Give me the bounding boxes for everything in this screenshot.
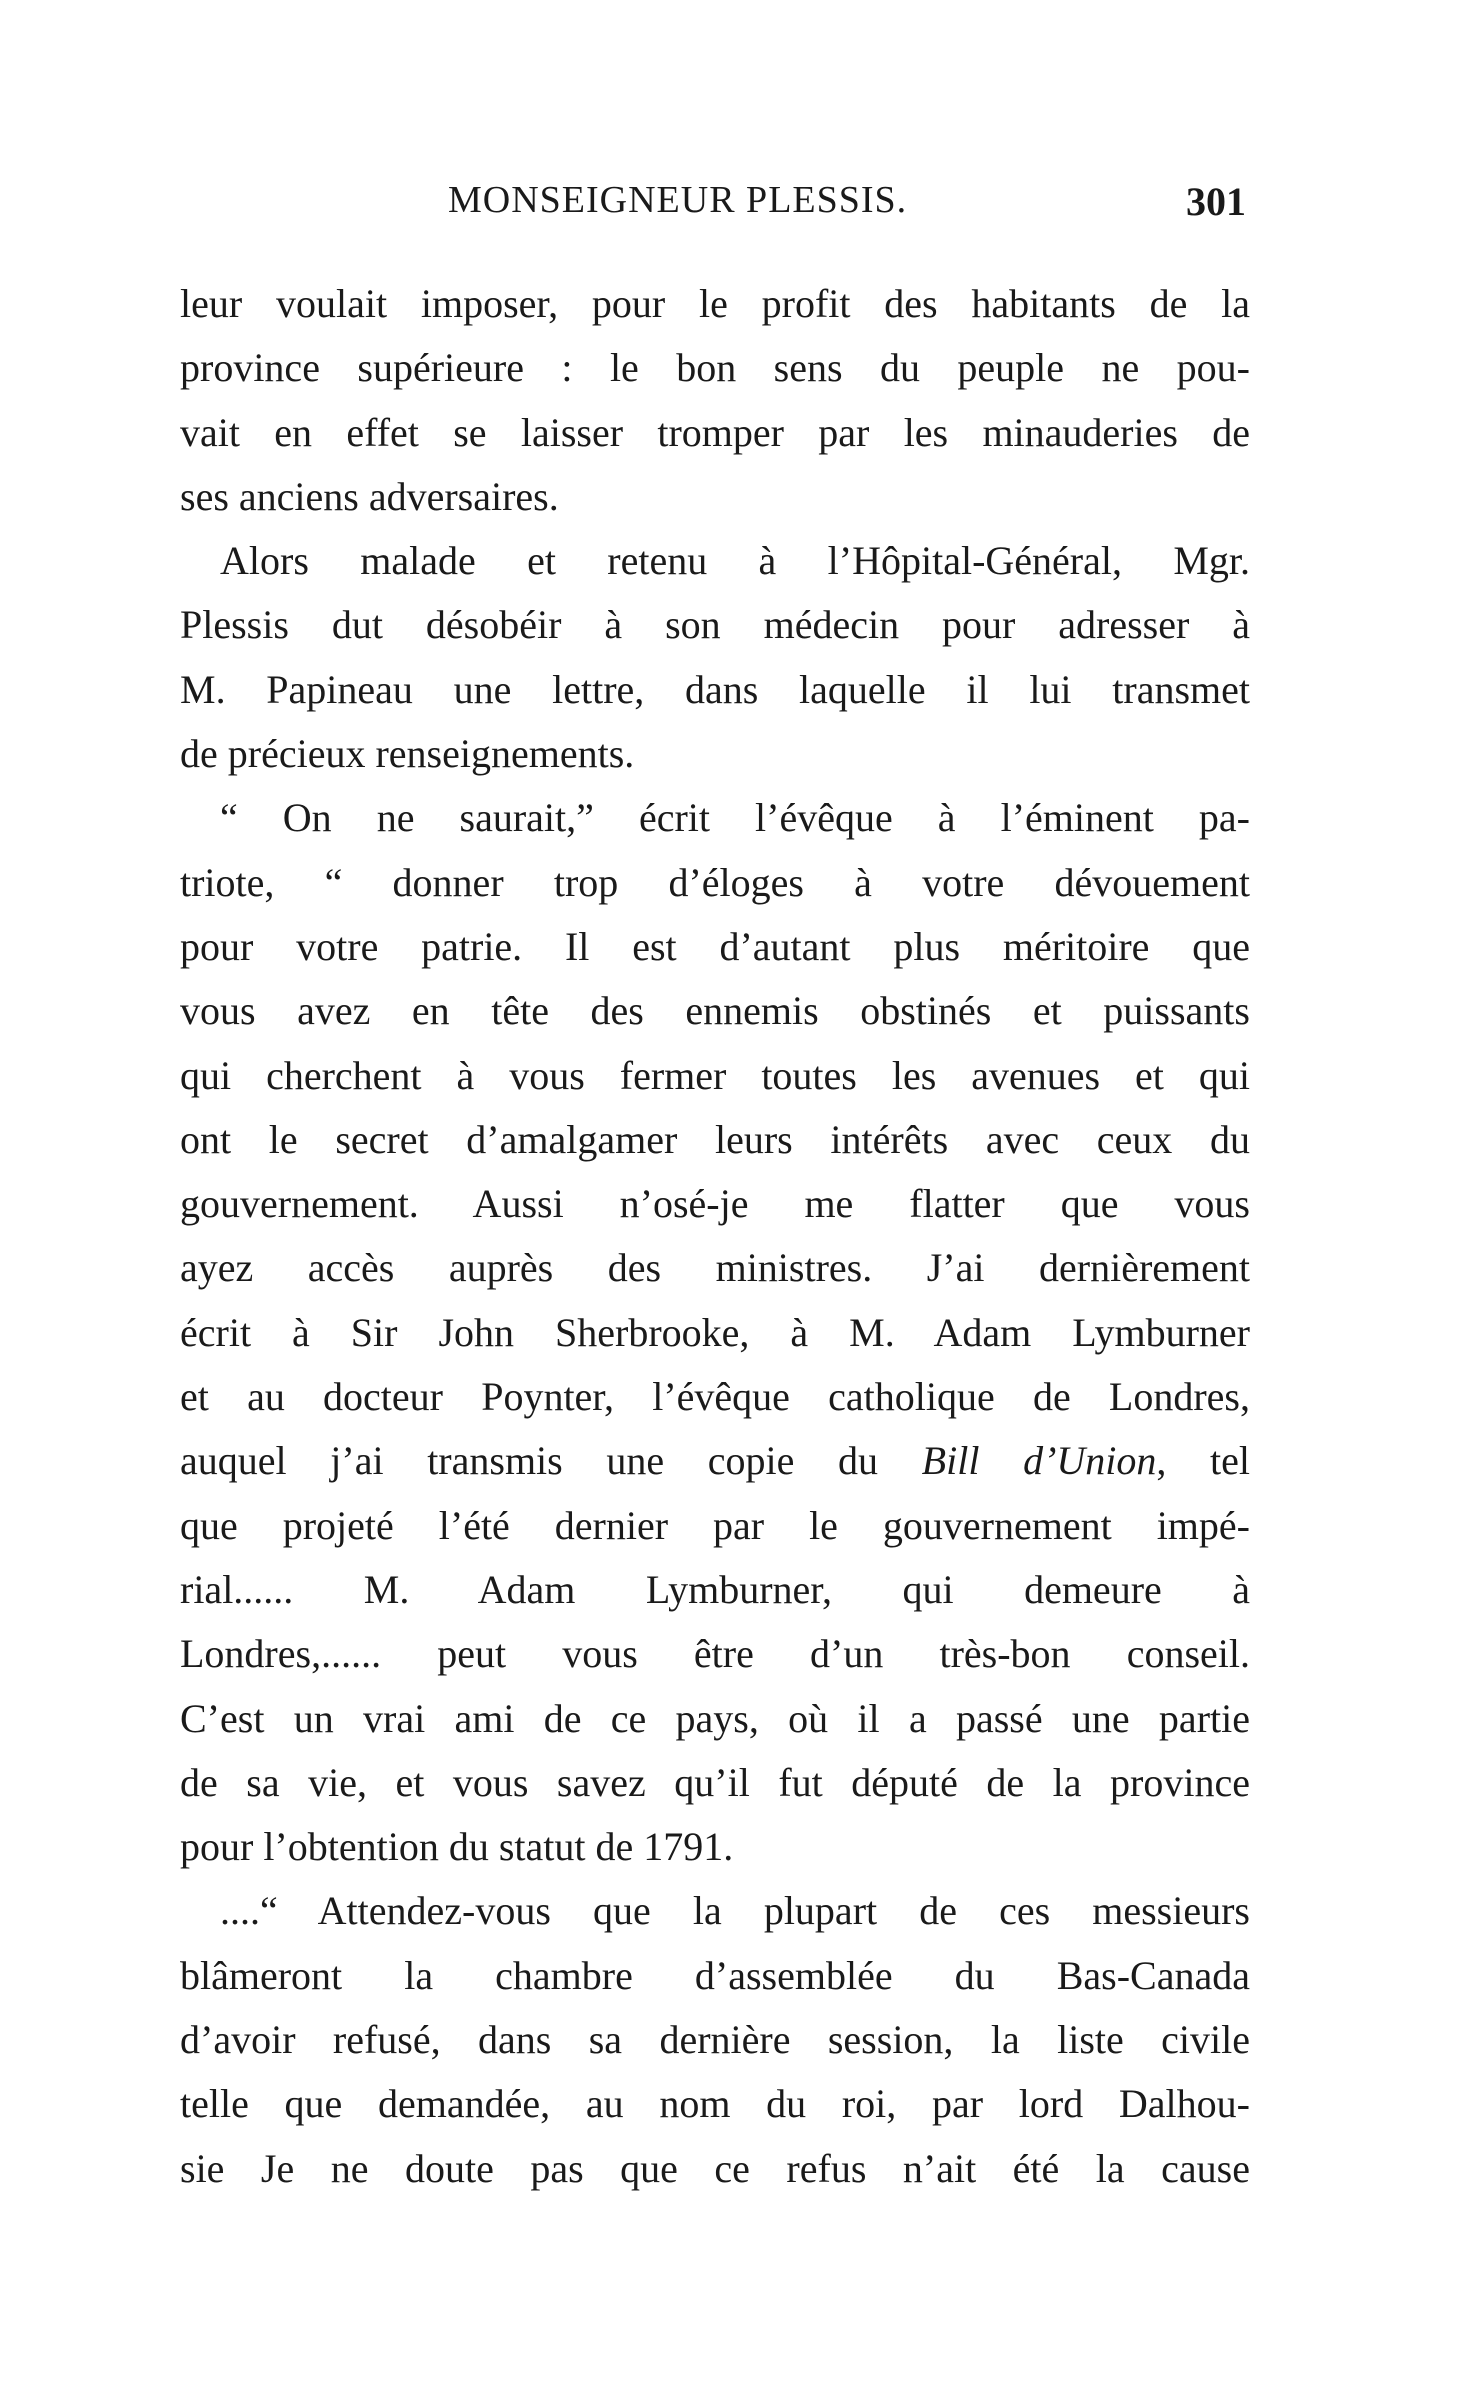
text-line: de sa vie, et vous savez qu’il fut député de la province	[180, 1759, 1250, 1805]
text-line: M. Papineau une lettre, dans laquelle il lui transmet	[180, 666, 1250, 712]
text-segment: auquel j’ai transmis une copie du	[180, 1438, 922, 1484]
text-line: leur voulait imposer, pour le profit des habitants de la	[180, 281, 1250, 326]
text-line: blâmeront la chambre d’assemblée du Bas-Canada	[180, 1952, 1250, 1998]
text-line: province supérieure : le bon sens du peuple ne pou-	[180, 345, 1250, 391]
text-line: Plessis dut désobéir à son médecin pour adresser à	[180, 602, 1250, 648]
text-line: telle que demandée, au nom du roi, par lord Dalhou-	[180, 2081, 1250, 2127]
text-line: “ On ne saurait,” écrit l’évêque à l’éminent pa-	[220, 795, 1250, 841]
text-line: écrit à Sir John Sherbrooke, à M. Adam Lymburner	[180, 1309, 1250, 1355]
text-line: vous avez en tête des ennemis obstinés et puissants	[180, 988, 1250, 1034]
text-line: rial...... M. Adam Lymburner, qui demeure à	[180, 1566, 1250, 1612]
text-line: pour l’obtention du statut de 1791.	[180, 1824, 734, 1870]
text-line: ayez accès auprès des ministres. J’ai dernièrement	[180, 1245, 1250, 1291]
text-segment: , tel	[1156, 1438, 1251, 1484]
italic-title: Bill d’Union	[921, 1438, 1157, 1484]
text-line: pour votre patrie. Il est d’autant plus méritoire que	[180, 923, 1250, 969]
text-line: C’est un vrai ami de ce pays, où il a passé une partie	[180, 1695, 1250, 1741]
text-line: d’avoir refusé, dans sa dernière session, la liste civile	[180, 2017, 1250, 2063]
text-line: de précieux renseignements.	[180, 731, 635, 777]
text-line: qui cherchent à vous fermer toutes les avenues et qui	[180, 1052, 1250, 1098]
text-line: ont le secret d’amalgamer leurs intérêts avec ceux du	[180, 1116, 1250, 1162]
text-line	[180, 1429, 1250, 1493]
body-text	[180, 272, 1250, 2201]
text-line: ses anciens adversaires.	[180, 473, 559, 519]
text-line: et au docteur Poynter, l’évêque catholique de Londres,	[180, 1374, 1250, 1420]
text-line: sie Je ne doute pas que ce refus n’ait été la cause	[180, 2145, 1250, 2191]
text-line: ....“ Attendez-vous que la plupart de ces messieurs	[220, 1888, 1250, 1934]
page-number: 301	[1186, 179, 1246, 224]
text-line: que projeté l’été dernier par le gouvernement impé-	[180, 1502, 1250, 1548]
text-line: vait en effet se laisser tromper par les minauderies de	[180, 409, 1250, 455]
running-title: MONSEIGNEUR PLESSIS.	[448, 179, 908, 221]
text-line: Alors malade et retenu à l’Hôpital-Général, Mgr.	[220, 538, 1250, 584]
text-line: Londres,...... peut vous être d’un très-bon conseil.	[180, 1631, 1250, 1677]
text-line: gouvernement. Aussi n’osé-je me flatter que vous	[180, 1181, 1250, 1227]
text-line: triote, “ donner trop d’éloges à votre dévouement	[180, 859, 1250, 905]
page-header	[180, 178, 1246, 238]
